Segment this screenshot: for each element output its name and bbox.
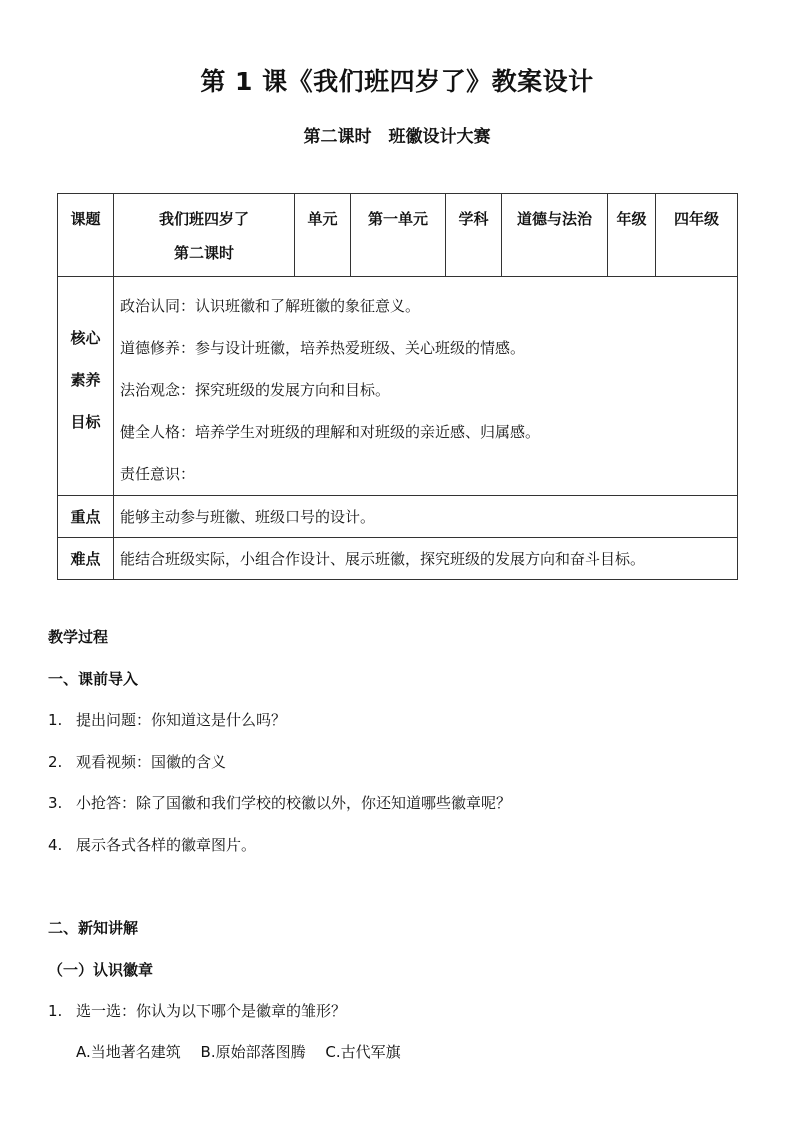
goal-line: 道德修养：参与设计班徽，培养热爱班级、关心班级的情感。 (120, 339, 526, 357)
key-point-row (58, 496, 738, 538)
document-title: 第 1 课《我们班四岁了》教案设计 (200, 67, 594, 96)
goals-content-cell (114, 277, 738, 496)
part2-sub1-heading: （一）认识徽章 (48, 961, 154, 979)
topic-label-cell: 课题 (58, 194, 114, 277)
table-header-row (58, 194, 738, 277)
unit-value-cell: 第一单元 (351, 194, 446, 277)
grade-value-cell: 四年级 (656, 194, 738, 277)
list-item: 1. 提出问题：你知道这是什么吗？ (48, 711, 287, 729)
goals-row (58, 277, 738, 496)
difficulty-text: 能结合班级实际，小组合作设计、展示班徽，探究班级的发展方向和奋斗目标。 (114, 538, 738, 580)
process-heading: 教学过程 (48, 628, 109, 646)
topic-value-line1: 我们班四岁了 (158, 210, 249, 228)
goal-line: 法治观念：探究班级的发展方向和目标。 (120, 381, 391, 399)
choice-options: A.当地著名建筑 B.原始部落图腾 C.古代军旗 (76, 1043, 401, 1061)
key-point-text: 能够主动参与班徽、班级口号的设计。 (114, 496, 738, 538)
unit-label-cell: 单元 (295, 194, 351, 277)
key-point-label: 重点 (58, 496, 114, 538)
list-item: 2. 观看视频：国徽的含义 (48, 753, 227, 771)
goal-line: 责任意识： (120, 465, 196, 483)
list-item: 4. 展示各式各样的徽章图片。 (48, 836, 257, 854)
topic-value-line2: 第二课时 (173, 244, 234, 262)
lesson-info-table (57, 193, 738, 580)
difficulty-label: 难点 (58, 538, 114, 580)
topic-value-cell (114, 194, 295, 277)
goals-label-cell: 核心 素养 目标 (58, 277, 114, 496)
list-item: 3. 小抢答：除了国徽和我们学校的校徽以外，你还知道哪些徽章呢？ (48, 794, 512, 812)
grade-label-cell: 年级 (608, 194, 656, 277)
part2-heading: 二、新知讲解 (48, 919, 139, 937)
list-item: 1. 选一选：你认为以下哪个是徽章的雏形？ (48, 1002, 347, 1020)
goal-line: 政治认同：认识班徽和了解班徽的象征意义。 (120, 297, 421, 315)
document-subtitle: 第二课时 班徽设计大赛 (303, 127, 491, 147)
goal-line: 健全人格：培养学生对班级的理解和对班级的亲近感、归属感。 (120, 423, 541, 441)
difficulty-row (58, 538, 738, 580)
subject-value-cell: 道德与法治 (502, 194, 608, 277)
subject-label-cell: 学科 (446, 194, 502, 277)
part1-heading: 一、课前导入 (48, 670, 139, 688)
